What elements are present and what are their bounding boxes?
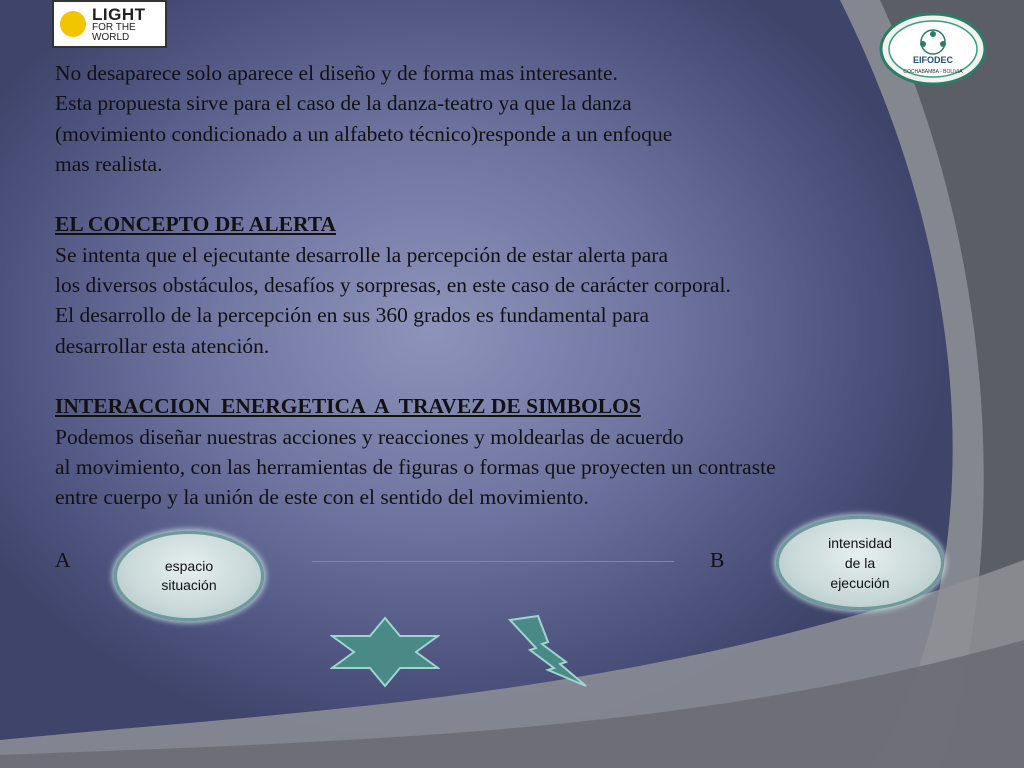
oval-right-line: intensidad [828,535,892,551]
lightning-bolt-icon [508,614,590,688]
label-b: B [710,548,725,572]
text-line: Esta propuesta sirve para el caso de la danza-teatro ya que la danza [55,91,632,116]
eifodec-name-text: EIFODEC [912,55,953,65]
oval-left-line: espacio [164,558,214,574]
heading-interaccion: INTERACCION ENERGETICA A TRAVEZ DE SIMBOLOS [55,394,641,419]
text-line: mas realista. [55,151,163,176]
sun-logo-icon [60,11,86,37]
heading-alerta: EL CONCEPTO DE ALERTA [55,212,337,237]
eifodec-location-text: COCHABAMBA - BOLIVIA [903,69,963,75]
text-line: (movimiento condicionado a un alfabeto técnico)responde a un enfoque [55,121,673,146]
text-line: Se intenta que el ejecutante desarrolle la percepción de estar alerta para [55,242,669,267]
text-line: El desarrollo de la percepción en sus 360 grados es fundamental para [55,303,650,328]
logo-world-text: FOR THE WORLD [92,21,136,43]
oval-intensidad-ejecucion [776,516,944,610]
text-line: desarrollar esta atención. [55,333,270,358]
star-shape-icon [330,616,440,688]
a-b-line [312,561,674,562]
text-line: No desaparece solo aparece el diseño y de forma mas interesante. [55,61,618,85]
oval-espacio-situacion [114,531,264,621]
oval-right-line: de la [844,555,876,571]
main-text [55,58,955,512]
oval-left-line: situación [161,577,217,593]
light-for-the-world-logo [52,0,167,48]
oval-right-line: ejecución [830,575,890,591]
text-line: entre cuerpo y la unión de este con el sentido del movimiento. [55,485,589,510]
text-line: al movimiento, con las herramientas de figuras o formas que proyecten un contraste [55,454,776,479]
logo-light-text: LIGHT [92,4,146,24]
text-line: los diversos obstáculos, desafíos y sorpresas, en este caso de carácter corporal. [55,273,731,298]
text-line: Podemos diseñar nuestras acciones y reacciones y moldearlas de acuerdo [55,424,684,449]
label-a: A [55,548,71,572]
